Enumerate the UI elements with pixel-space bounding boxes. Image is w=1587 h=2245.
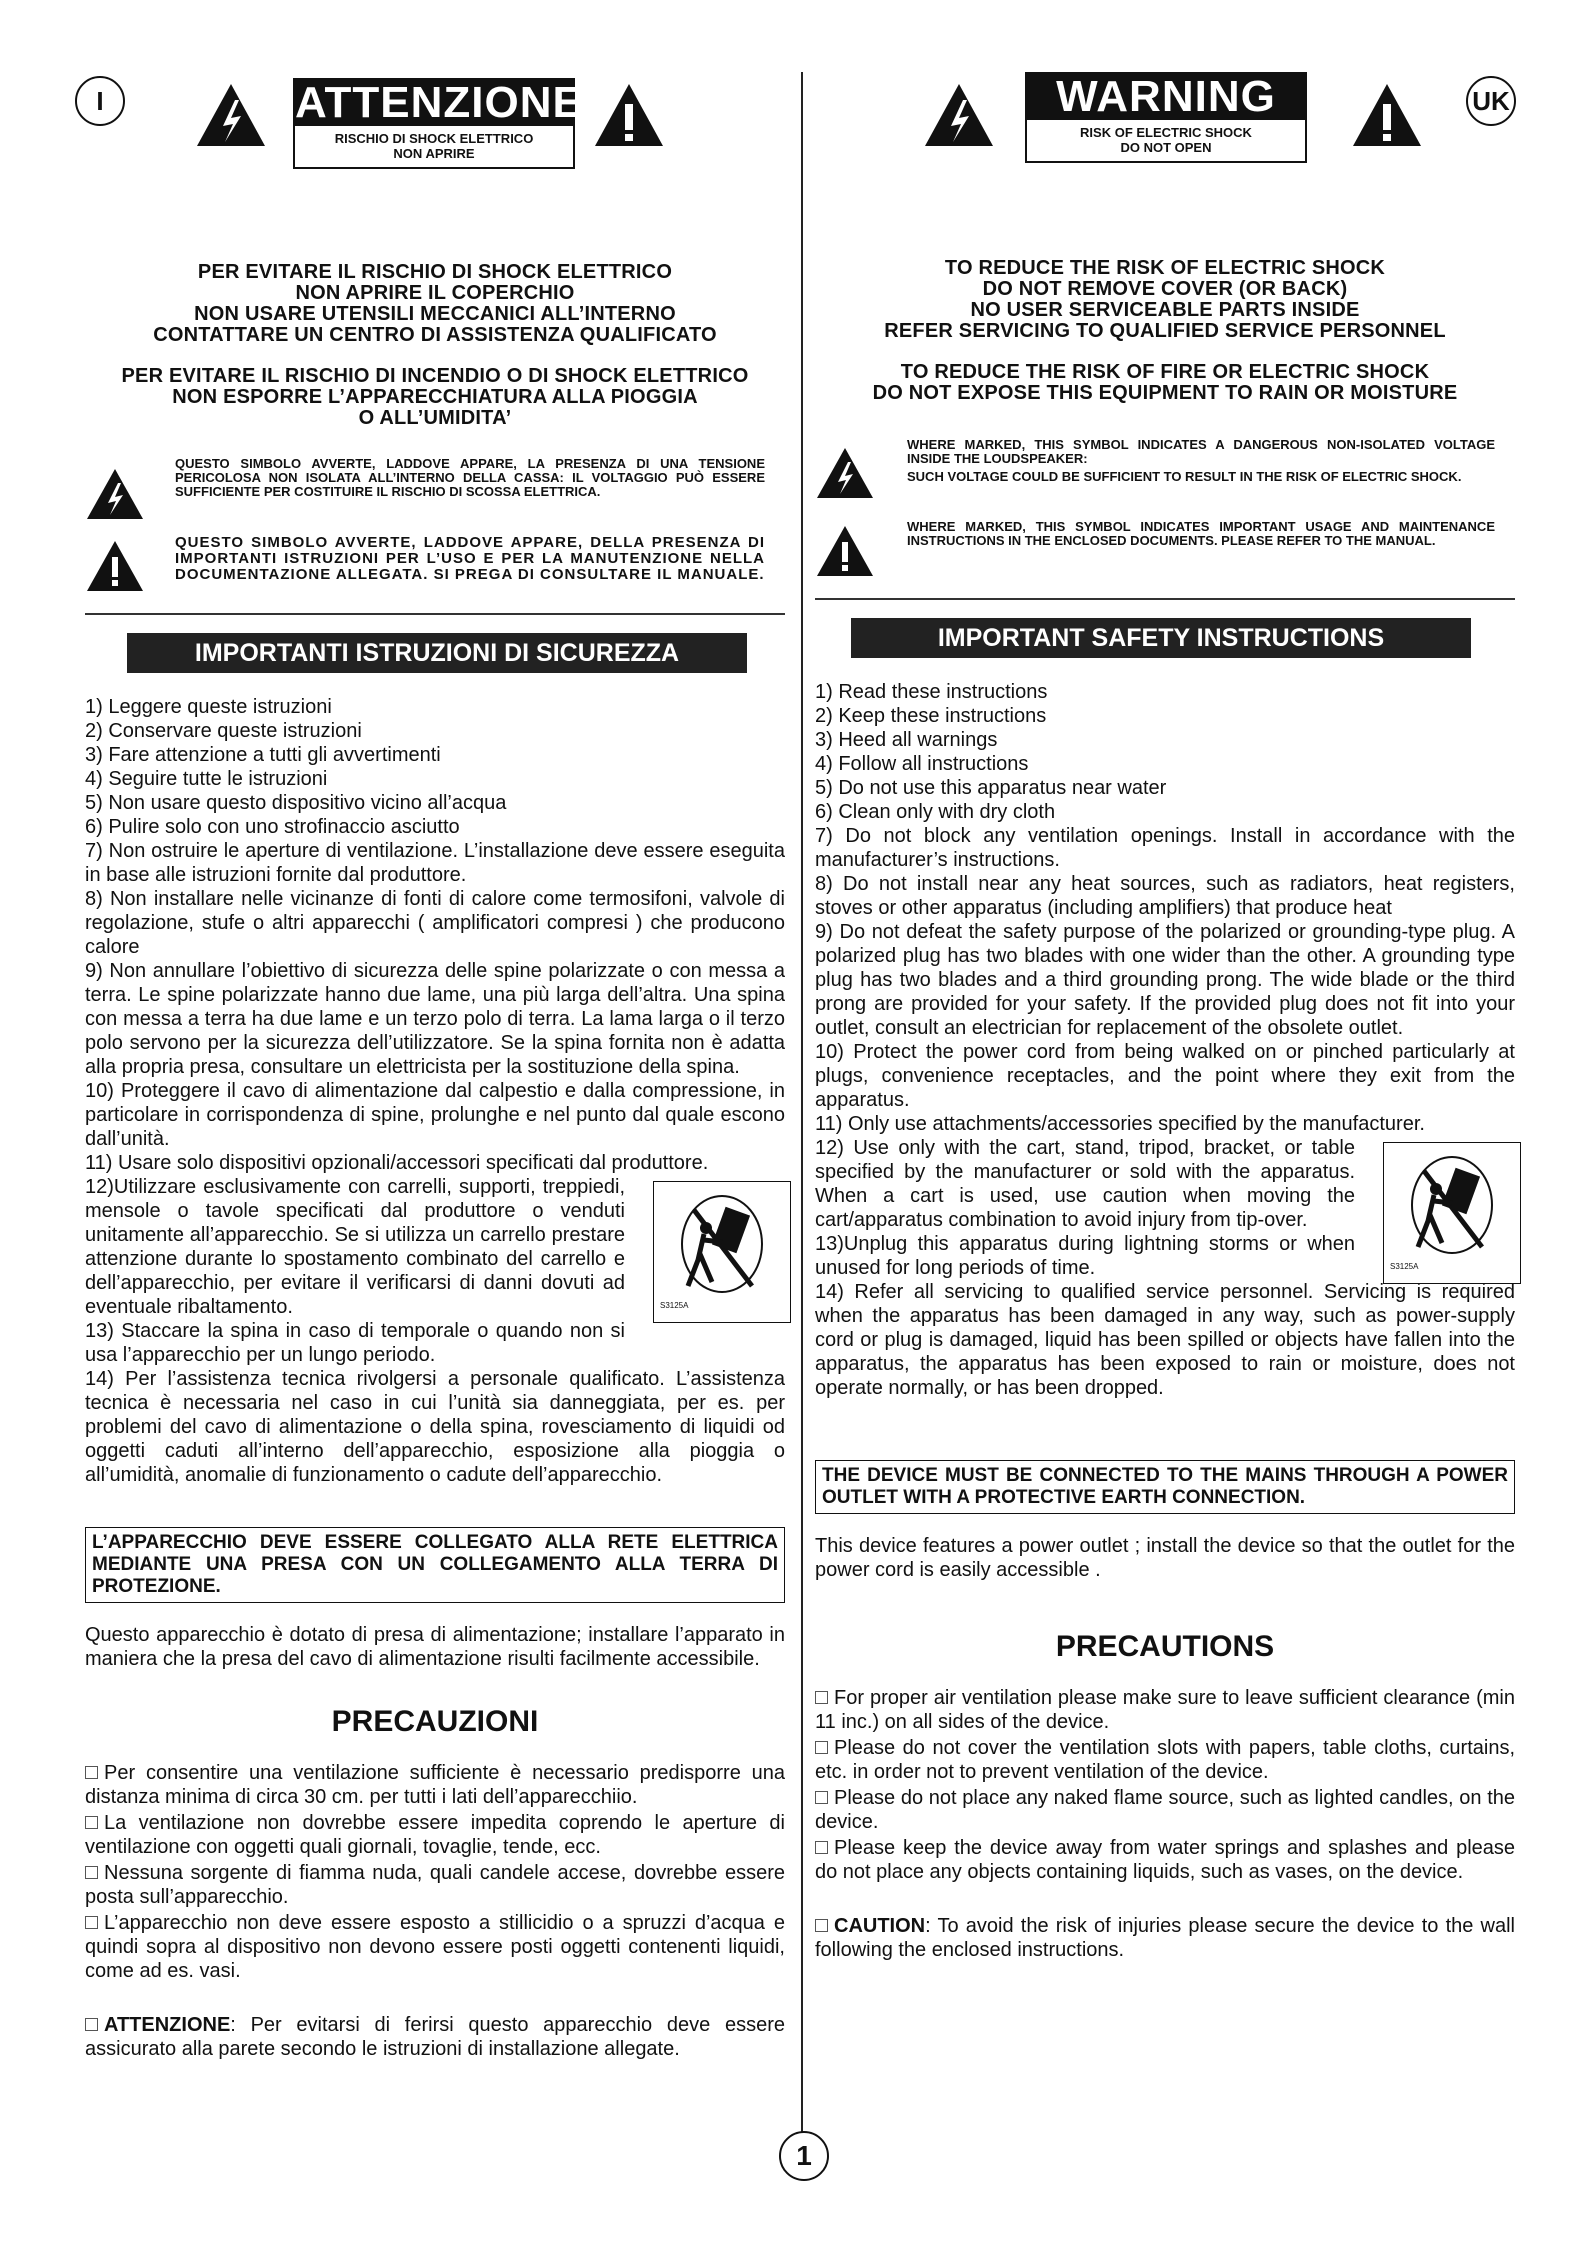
section-rule (815, 598, 1515, 600)
warning-subtitle-2: NON APRIRE (393, 146, 475, 161)
lightning-warning-icon (815, 446, 875, 500)
instruction-item: 10) Protect the power cord from being walked on or pinched particularly at plugs, convenience receptacles, and the point where they exit from the apparatus. (815, 1041, 1515, 1111)
precautions-list (85, 1761, 785, 2061)
cart-tipover-icon (1383, 1142, 1521, 1284)
instruction-item: 6) Clean only with dry cloth (815, 801, 1056, 823)
precaution-item: For proper air ventilation please make sure to leave sufficient clearance (min 11 inc.) on all sides of the device. (815, 1687, 1515, 1733)
precaution-item: Please do not cover the ventilation slots with papers, table cloths, curtains, etc. in order not to prevent ventilation of the device. (815, 1737, 1515, 1783)
caps-line: O ALL’UMIDITA’ (358, 407, 512, 429)
symbol-explanation-instructions (85, 535, 785, 595)
cart-instruction (815, 1136, 1515, 1280)
cart-instruction (85, 1175, 785, 1367)
cart-code: S3125A (660, 1301, 689, 1310)
caps-line: PER EVITARE IL RISCHIO DI SHOCK ELETTRICO (197, 261, 673, 283)
caps-line: NON APRIRE IL COPERCHIO (295, 282, 575, 304)
instruction-item: 8) Do not install near any heat sources, such as radiators, heat registers, stoves or other apparatus (including amplifiers) that produce heat (815, 873, 1515, 919)
caps-line: PER EVITARE IL RISCHIO DI INCENDIO O DI SHOCK ELETTRICO (121, 365, 749, 387)
instruction-item: 7) Non ostruire le aperture di ventilazione. L’installazione deve essere eseguita in base alle istruzioni fornite dal produttore. (85, 840, 785, 886)
instruction-item: 4) Seguire tutte le istruzioni (85, 768, 328, 790)
language-badge-italian: I (75, 76, 125, 126)
caps-line: TO REDUCE THE RISK OF FIRE OR ELECTRIC SHOCK (900, 361, 1430, 383)
instruction-item: 11) Usare solo dispositivi opzionali/accessori specificati dal produttore. (85, 1152, 709, 1174)
caps-line: TO REDUCE THE RISK OF ELECTRIC SHOCK (944, 257, 1386, 279)
caution-note: ATTENZIONE: Per evitarsi di ferirsi questo apparecchio deve essere assicurato alla parete secondo le istruzioni di installazione allegate. (85, 2014, 785, 2060)
lightning-warning-icon (85, 467, 145, 521)
symbol-description: QUESTO SIMBOLO AVVERTE, LADDOVE APPARE, LA PRESENZA DI UNA TENSIONE PERICOLOSA NON ISOLATA ALL’INTERNO DELLA CASSA: IL VOLTAGGIO PUÒ ESSERE SUFFICIENTE PER COSTITUIRE IL RISCHIO DI SCOSSA ELETTRICA. (175, 456, 765, 499)
caps-line: NON USARE UTENSILI MECCANICI ALL’INTERNO (194, 303, 676, 325)
precaution-item: Nessuna sorgente di fiamma nuda, quali candele accese, dovrebbe essere posta sull’apparecchio. (85, 1862, 785, 1908)
bullet-box-icon (85, 1766, 98, 1779)
precaution-item: L’apparecchio non deve essere esposto a stillicidio o a spruzzi d’acqua e quindi sopra al dispositivo non devono essere posti oggetti contenenti liquidi, come ad es. vasi. (85, 1912, 785, 1982)
precautions-list (815, 1686, 1515, 1962)
italian-column (85, 60, 785, 2063)
language-badge-uk: UK (1466, 76, 1516, 126)
bullet-box-icon (85, 1916, 98, 1929)
instruction-item: 14) Per l’assistenza tecnica rivolgersi a personale qualificato. L’assistenza tecnica è necessaria nel caso in cui l’unità sia danneggiata, per es. per problemi del cavo di alimentazione o della spina, rovesciamento di liquidi od oggetti caduti all’interno dell’apparecchio, esposizione alla pioggia o all’umidità, anomalie di funzionamento o cadute dell’apparecchio. (85, 1368, 785, 1486)
safety-instructions (815, 680, 1515, 1400)
bullet-box-icon (85, 1816, 98, 1829)
cart-code: S3125A (1390, 1262, 1419, 1271)
column-divider (801, 72, 803, 2132)
instruction-item: 11) Only use attachments/accessories specified by the manufacturer. (815, 1113, 1425, 1135)
safety-instructions (85, 695, 785, 1487)
precautions-title: PRECAUTIONS (1055, 1630, 1275, 1663)
instruction-item: 7) Do not block any ventilation openings. Install in accordance with the manufacturer’s instructions. (815, 825, 1515, 871)
instruction-item: 8) Non installare nelle vicinanze di fonti di calore come termosifoni, valvole di regolazione, stufe o altri apparecchi ( amplificatori compresi ) che producono calore (85, 888, 785, 958)
bullet-box-icon (815, 1741, 828, 1754)
warning-header (85, 60, 785, 180)
warning-label-box (293, 78, 583, 169)
bullet-box-icon (85, 2018, 98, 2031)
instruction-item: 1) Read these instructions (815, 681, 1048, 703)
caution-note: CAUTION: To avoid the risk of injuries please secure the device to the wall following the enclosed instructions. (815, 1915, 1515, 1961)
warning-subtitle-1: RISCHIO DI SHOCK ELETTRICO (334, 131, 534, 146)
caps-line: CONTATTARE UN CENTRO DI ASSISTENZA QUALIFICATO (153, 324, 717, 346)
lightning-warning-icon (923, 82, 995, 148)
english-column (815, 60, 1515, 1964)
instruction-item: 9) Do not defeat the safety purpose of the polarized or grounding-type plug. A polarized plug has two blades with one wider than the other. A grounding type plug has two blades and a third grounding prong. The wide blade or the third prong are provided for your safety. If the provided plug does not fit into your outlet, consult an electrician for replacement of the obsolete outlet. (815, 921, 1515, 1039)
section-rule (85, 613, 785, 615)
warning-subtitle-1: RISK OF ELECTRIC SHOCK (1080, 125, 1252, 140)
instruction-item: 5) Non usare questo dispositivo vicino all’acqua (85, 792, 507, 814)
instruction-item: 6) Pulire solo con uno strofinaccio asciutto (85, 816, 460, 838)
symbol-explanation-voltage (85, 457, 785, 517)
fire-warning-block (85, 366, 785, 429)
symbol-description: QUESTO SIMBOLO AVVERTE, LADDOVE APPARE, DELLA PRESENZA DI IMPORTANTI ISTRUZIONI PER L’USO E PER LA MANUTENZIONE NELLA DOCUMENTAZIONE ALLEGATA. SI PREGA DI CONSULTARE IL MANUALE. (175, 534, 765, 583)
warning-title: ATTENZIONE (295, 78, 583, 127)
precaution-item: Please keep the device away from water springs and splashes and please do not place any objects containing liquids, such as vases, on the device. (815, 1837, 1515, 1883)
instruction-item: 10) Proteggere il cavo di alimentazione dal calpestio e dalla compressione, in particolare in corrispondenza di spine, prolunghe e nel punto dal quale escono dall’unità. (85, 1080, 785, 1150)
warning-label-box (1025, 72, 1307, 163)
exclamation-warning-icon (85, 539, 145, 593)
bullet-box-icon (85, 1866, 98, 1879)
bullet-box-icon (815, 1791, 828, 1804)
lightning-warning-icon (195, 82, 267, 148)
instruction-item: 12)Utilizzare esclusivamente con carrelli, supporti, treppiedi, mensole o tavole specificati dal produttore o venduti unitamente all’apparecchio. Se si utilizza un carrello prestare attenzione durante lo spostamento combinato del carrello e dell’apparecchio, per evitare il verificarsi di danni dovuti ad eventuale ribaltamento. (85, 1176, 625, 1318)
shock-warning-block (815, 258, 1515, 342)
symbol-description: WHERE MARKED, THIS SYMBOL INDICATES IMPORTANT USAGE AND MAINTENANCE INSTRUCTIONS IN THE ENCLOSED DOCUMENTS. PLEASE REFER TO THE MANUAL. (907, 519, 1495, 548)
warning-title: WARNING (1027, 74, 1305, 120)
instruction-item: 9) Non annullare l’obiettivo di sicurezza delle spine polarizzate o con messa a terra. Le spine polarizzate hanno due lame, una più larga dell’altra. Una spina con messa a terra ha due lame e un terzo polo di terra. La lama larga o il terzo polo servono per la sicurezza dell’utilizzatore. Se la spina fornita non è adatta alla propria presa, consultare un elettricista per la sostituzione della spina. (85, 960, 785, 1078)
page-number: 1 (779, 2131, 829, 2181)
precautions-title: PRECAUZIONI (331, 1705, 539, 1738)
fire-warning-block (815, 362, 1515, 404)
instruction-item: 1) Leggere queste istruzioni (85, 696, 332, 718)
symbol-explanation-instructions (815, 520, 1515, 580)
precaution-item: Please do not place any naked flame source, such as lighted candles, on the device. (815, 1787, 1515, 1833)
bullet-box-icon (815, 1919, 828, 1932)
caps-line: REFER SERVICING TO QUALIFIED SERVICE PERSONNEL (884, 320, 1446, 342)
cart-tipover-icon (653, 1181, 791, 1323)
shock-warning-block (85, 262, 785, 346)
safety-title: IMPORTANTI ISTRUZIONI DI SICUREZZA (127, 633, 747, 673)
instruction-item: 2) Conservare queste istruzioni (85, 720, 362, 742)
symbol-explanation-voltage (815, 438, 1515, 498)
instruction-item: 12) Use only with the cart, stand, tripod, bracket, or table specified by the manufacturer or sold with the apparatus. When a cart is used, use caution when moving the cart/apparatus combination to avoid injury from tip-over. (815, 1137, 1355, 1231)
precaution-item: Per consentire una ventilazione sufficiente è necessario predisporre una distanza minima di circa 30 cm. per tutti i lati dell’apparecchiio. (85, 1762, 785, 1808)
caps-line: NO USER SERVICEABLE PARTS INSIDE (970, 299, 1360, 321)
warning-header (815, 60, 1515, 180)
instruction-item: 13)Unplug this apparatus during lightning storms or when unused for long periods of time. (815, 1233, 1355, 1279)
earth-connection-notice: THE DEVICE MUST BE CONNECTED TO THE MAINS THROUGH A POWER OUTLET WITH A PROTECTIVE EARTH CONNECTION. (815, 1460, 1515, 1514)
instruction-item: 3) Fare attenzione a tutti gli avvertimenti (85, 744, 441, 766)
instruction-item: 13) Staccare la spina in caso di temporale o quando non si usa l’apparecchio per un lungo periodo. (85, 1320, 625, 1366)
precaution-item: La ventilazione non dovrebbe essere impedita coprendo le aperture di ventilazione con oggetti quali giornali, tovaglie, tende, ecc. (85, 1812, 785, 1858)
instruction-item: 3) Heed all warnings (815, 729, 998, 751)
symbol-description: WHERE MARKED, THIS SYMBOL INDICATES A DANGEROUS NON-ISOLATED VOLTAGE INSIDE THE LOUDSPEAKER: SUCH VOLTAGE COULD BE SUFFICIENT TO RESULT IN THE RISK OF ELECTRIC SHOCK. (907, 437, 1495, 484)
warning-subtitle-2: DO NOT OPEN (1120, 140, 1212, 155)
bullet-box-icon (815, 1841, 828, 1854)
safety-title: IMPORTANT SAFETY INSTRUCTIONS (851, 618, 1471, 658)
exclamation-warning-icon (1351, 82, 1423, 148)
instruction-item: 4) Follow all instructions (815, 753, 1029, 775)
instruction-item: 5) Do not use this apparatus near water (815, 777, 1167, 799)
caps-line: DO NOT EXPOSE THIS EQUIPMENT TO RAIN OR MOISTURE (872, 382, 1458, 404)
caps-line: DO NOT REMOVE COVER (OR BACK) (982, 278, 1348, 300)
instruction-item: 2) Keep these instructions (815, 705, 1047, 727)
power-outlet-note: This device features a power outlet ; install the device so that the outlet for the power cord is easily accessible . (815, 1535, 1515, 1581)
exclamation-warning-icon (593, 82, 665, 148)
exclamation-warning-icon (815, 524, 875, 578)
earth-connection-notice: L’APPARECCHIO DEVE ESSERE COLLEGATO ALLA RETE ELETTRICA MEDIANTE UNA PRESA CON UN COLLEGAMENTO ALLA TERRA DI PROTEZIONE. (85, 1527, 785, 1603)
bullet-box-icon (815, 1691, 828, 1704)
instruction-item: 14) Refer all servicing to qualified service personnel. Servicing is required when the apparatus has been damaged in any way, such as power-supply cord or plug is damaged, liquid has been spilled or objects have fallen into the apparatus, the apparatus has been exposed to rain or moisture, does not operate normally, or has been dropped. (815, 1281, 1515, 1399)
power-outlet-note: Questo apparecchio è dotato di presa di alimentazione; installare l’apparato in maniera che la presa del cavo di alimentazione risulti facilmente accessibile. (85, 1624, 785, 1670)
caps-line: NON ESPORRE L’APPARECCHIATURA ALLA PIOGGIA (172, 386, 698, 408)
